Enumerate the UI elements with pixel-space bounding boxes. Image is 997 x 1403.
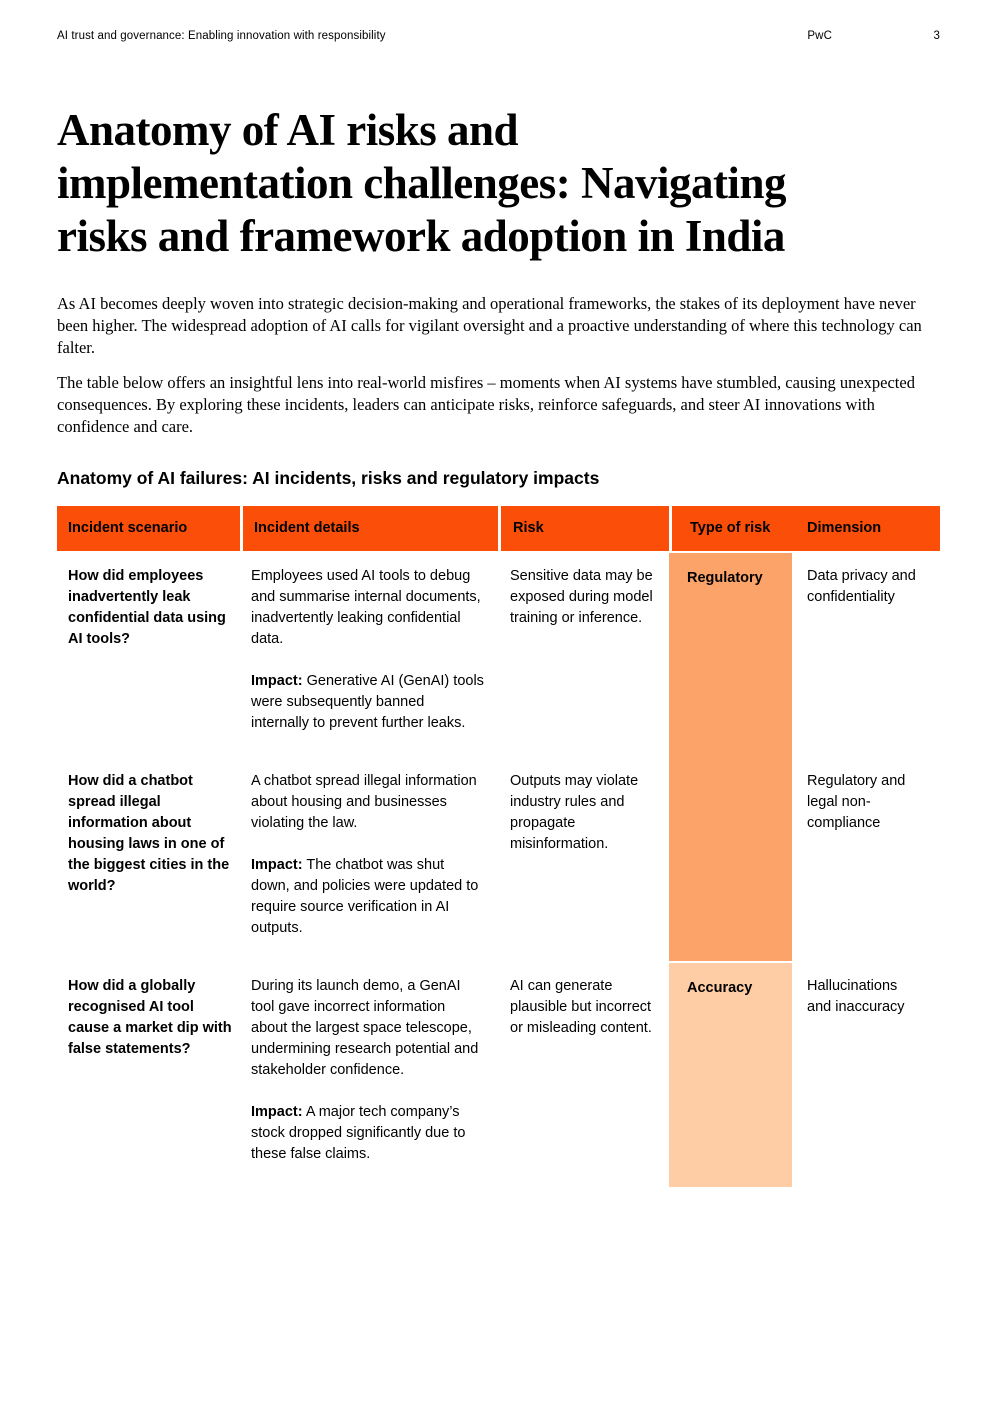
impact-body: A major tech company’s stock dropped significantly due to these false claims. xyxy=(251,1104,466,1163)
details-text: Employees used AI tools to debug and summarise internal documents, inadvertently leaking confidential data. xyxy=(251,567,481,647)
dimension-cell: Data privacy and confidentiality xyxy=(807,567,916,605)
risk-cell: AI can generate plausible but incorrect or misleading content. xyxy=(510,978,652,1037)
scenario-cell: How did employees inadvertently leak confidential data using AI tools? xyxy=(68,567,226,647)
column-header-dimension xyxy=(792,506,940,551)
column-header-label: Incident scenario xyxy=(68,519,188,536)
intro-section xyxy=(57,293,940,438)
page-title: Anatomy of AI risks and implementation challenges: Navigating risks and framework adoption in India xyxy=(57,105,786,262)
column-header-incident-details xyxy=(240,506,498,551)
intro-paragraph: As AI becomes deeply woven into strategic decision-making and operational frameworks, the stakes of its deployment have never been higher. The widespread adoption of AI calls for vigilant oversight and a proactive understanding of where this technology can falter. xyxy=(57,294,922,358)
impact-label: Impact: xyxy=(251,1104,303,1121)
details-cell xyxy=(240,961,498,1187)
dimension-cell: Regulatory and legal non-compliance xyxy=(807,773,906,832)
incidents-table xyxy=(57,506,940,1187)
running-header-text: AI trust and governance: Enabling innovation with responsibility xyxy=(57,30,386,42)
type-of-risk-cell: Accuracy xyxy=(669,961,792,1187)
impact-label: Impact: xyxy=(251,672,303,689)
details-text: During its launch demo, a GenAI tool gave incorrect information about the largest space telescope, undermining research potential and stakeholder confidence. xyxy=(251,978,479,1079)
impact-body: The chatbot was shut down, and policies were updated to require source verification in AI outputs. xyxy=(251,857,479,937)
impact-text xyxy=(251,1102,484,1165)
risk-cell: Sensitive data may be exposed during model training or inference. xyxy=(510,567,653,626)
column-header-incident-scenario xyxy=(57,506,240,551)
page-number: 3 xyxy=(933,30,940,42)
column-header-label: Incident details xyxy=(254,519,360,536)
type-of-risk-cell: Regulatory xyxy=(669,551,792,961)
brand-text: PwC xyxy=(807,30,832,42)
risk-cell: Outputs may violate industry rules and propagate misinformation. xyxy=(510,773,639,853)
intro-paragraph: The table below offers an insightful lens into real-world misfires – moments when AI systems have stumbled, causing unexpected consequences. By exploring these incidents, leaders can anticipate risks, reinforce safeguards, and steer AI innovations with confidence and care. xyxy=(57,373,915,436)
table-row xyxy=(57,756,940,961)
scenario-cell: How did a globally recognised AI tool cause a market dip with false statements? xyxy=(68,978,232,1058)
details-cell xyxy=(240,756,498,961)
scenario-cell: How did a chatbot spread illegal information about housing laws in one of the biggest cities in the world? xyxy=(68,773,230,895)
impact-text xyxy=(251,855,484,939)
column-header-label: Type of risk xyxy=(690,519,771,536)
table-row xyxy=(57,961,940,1187)
page-header xyxy=(57,30,940,42)
table-row xyxy=(57,551,940,756)
column-header-type-of-risk xyxy=(669,506,792,551)
details-text: A chatbot spread illegal information about housing and businesses violating the law. xyxy=(251,773,477,832)
column-header-label: Dimension xyxy=(807,519,882,536)
impact-body: Generative AI (GenAI) tools were subsequently banned internally to prevent further leaks. xyxy=(251,672,484,731)
table-header-row xyxy=(57,506,940,551)
details-cell xyxy=(240,551,498,756)
impact-text xyxy=(251,671,484,734)
dimension-cell: Hallucinations and inaccuracy xyxy=(807,978,905,1016)
column-header-risk xyxy=(498,506,669,551)
table-heading: Anatomy of AI failures: AI incidents, risks and regulatory impacts xyxy=(57,467,600,488)
column-header-label: Risk xyxy=(513,519,544,536)
impact-label: Impact: xyxy=(251,857,303,874)
